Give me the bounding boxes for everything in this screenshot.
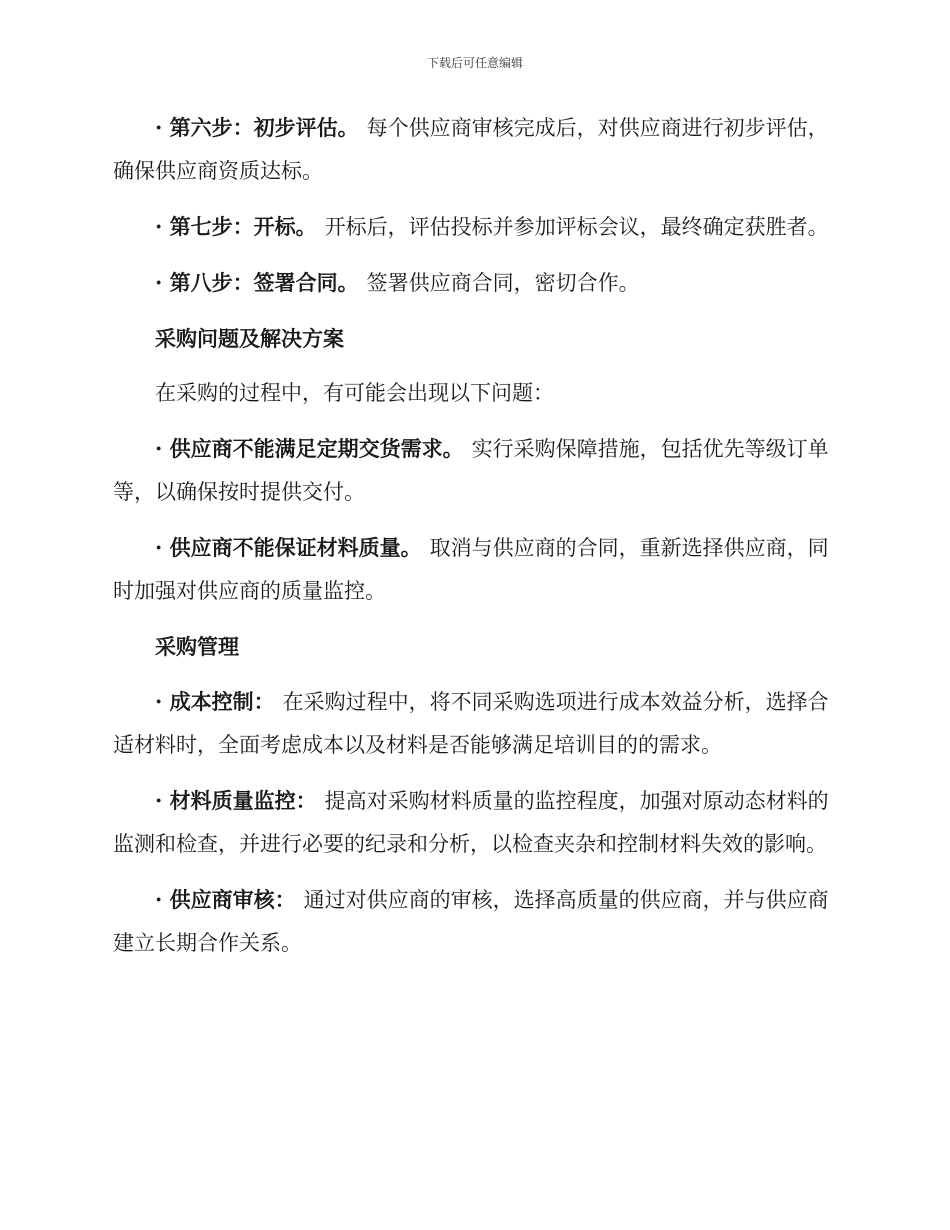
list-item-quality-monitoring <box>113 779 831 866</box>
list-item-lead: · 供应商不能保证材料质量。 <box>155 535 422 560</box>
list-item-body: 每个供应商审核完成后，对供应商进行初步评估，确保供应商资质达标。 <box>113 116 829 183</box>
list-item-step-7 <box>113 205 831 249</box>
list-item-body: 在采购过程中，将不同采购选项进行成本效益分析，选择合适材料时，全面考虑成本以及材料是否能够满足培训目的的需求。 <box>113 690 829 757</box>
list-item-body: 取消与供应商的合同，重新选择供应商，同时加强对供应商的质量监控。 <box>113 536 829 603</box>
document-body <box>113 106 831 977</box>
list-item-lead: · 材料质量监控： <box>155 788 317 813</box>
list-item-lead: · 第七步：开标。 <box>155 214 317 239</box>
list-item-step-8 <box>113 261 831 305</box>
list-item-lead: · 成本控制： <box>155 689 275 714</box>
list-item-problem-delivery <box>113 427 831 514</box>
list-item-body: 通过对供应商的审核，选择高质量的供应商，并与供应商建立长期合作关系。 <box>113 888 829 955</box>
list-item-lead: · 供应商审核： <box>155 887 296 912</box>
list-item-body: 实行采购保障措施，包括优先等级订单等，以确保按时提供交付。 <box>113 437 829 504</box>
section-heading-problems: 采购问题及解决方案 <box>155 326 344 351</box>
page-header: 下载后可任意编辑 <box>426 56 523 70</box>
list-item-step-6 <box>113 106 831 193</box>
section-heading-management: 采购管理 <box>155 634 239 659</box>
list-item-body: 提高对采购材料质量的监控程度，加强对原动态材料的监测和检查，并进行必要的纪录和分析，以检查夹杂和控制材料失效的影响。 <box>113 789 829 856</box>
list-item-body: 签署供应商合同，密切合作。 <box>366 271 640 295</box>
list-item-supplier-audit <box>113 878 831 965</box>
list-item-lead: · 供应商不能满足定期交货需求。 <box>155 436 464 461</box>
list-item-lead: · 第八步：签署合同。 <box>155 270 359 295</box>
section-intro: 在采购的过程中，有可能会出现以下问题： <box>155 381 554 405</box>
list-item-cost-control <box>113 680 831 767</box>
list-item-body: 开标后，评估投标并参加评标会议，最终确定获胜者。 <box>324 215 829 239</box>
list-item-lead: · 第六步：初步评估。 <box>155 115 359 140</box>
list-item-problem-quality <box>113 526 831 613</box>
